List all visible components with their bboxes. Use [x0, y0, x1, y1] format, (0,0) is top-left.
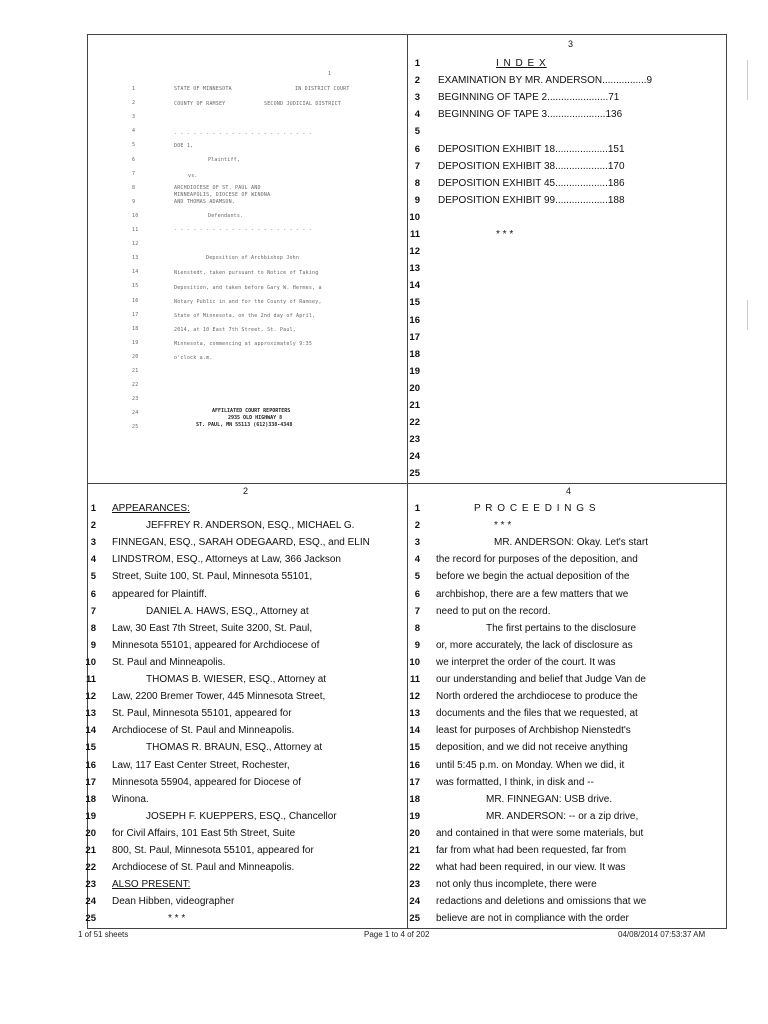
page-1-defendant-2: MINNEAPOLIS, DIOCESE OF WINONA	[174, 192, 271, 198]
transcript-line: until 5:45 p.m. on Monday. When we did, it	[436, 759, 625, 771]
page-1-party: DOE 1,	[174, 143, 194, 149]
line-number: 14	[409, 280, 420, 292]
transcript-line: DEPOSITION EXHIBIT 38...................170	[438, 160, 625, 172]
line-number: 25	[409, 913, 420, 925]
page-1-line-number: 11	[132, 227, 139, 233]
line-number: 1	[414, 503, 420, 514]
line-number: 13	[409, 708, 420, 720]
transcript-line: EXAMINATION BY MR. ANDERSON................9	[438, 75, 653, 87]
transcript-line: * * *	[496, 229, 514, 240]
line-number: 14	[409, 725, 420, 737]
line-number: 5	[414, 126, 420, 138]
footer-timestamp: 04/08/2014 07:53:37 AM	[618, 930, 706, 939]
line-number: 10	[409, 211, 420, 223]
line-number: 18	[409, 348, 420, 360]
transcript-line: North ordered the archdiocese to produce the	[436, 691, 638, 703]
transcript-line: appeared for Plaintiff.	[112, 588, 207, 600]
line-number: 8	[414, 177, 420, 189]
page-4-number: 4	[566, 486, 572, 496]
page-1-line-number: 5	[132, 142, 136, 149]
page-3-number: 3	[568, 39, 574, 49]
transcript-line: FINNEGAN, ESQ., SARAH ODEGAARD, ESQ., and ELIN	[112, 537, 370, 549]
line-number: 19	[409, 810, 420, 822]
transcript-line: DEPOSITION EXHIBIT 99...................188	[438, 194, 625, 206]
line-number: 20	[85, 827, 96, 839]
line-number: 9	[414, 639, 420, 651]
transcript-line: far from what had been requested, far from	[436, 845, 627, 856]
transcript-line: DEPOSITION EXHIBIT 45...................186	[438, 177, 625, 189]
page-1-depo-line: Nienstedt, taken pursuant to Notice of Taking	[174, 270, 319, 276]
transcript-line: * * *	[168, 913, 186, 925]
page-1-depo-line: Notary Public in and for the County of Ramsey,	[174, 299, 322, 305]
line-number: 2	[90, 520, 96, 532]
line-number: 22	[409, 862, 420, 874]
line-number: 13	[85, 708, 96, 720]
transcript-line: BEGINNING OF TAPE 3.....................136	[438, 109, 623, 121]
page-1-dashes-2: - - - - - - - - - - - - - - - - - - - - - -	[174, 227, 313, 233]
line-number: 7	[90, 605, 96, 617]
transcript-line: least for purposes of Archbishop Nienstedt's	[436, 725, 631, 737]
line-number: 21	[409, 845, 420, 856]
line-number: 11	[85, 674, 96, 685]
page-1-line-number: 8	[132, 184, 136, 191]
transcript-line: MR. ANDERSON: -- or a zip drive,	[486, 810, 639, 822]
line-number: 20	[409, 827, 420, 839]
page-1-line-number: 1	[132, 86, 136, 92]
line-number: 3	[90, 537, 96, 549]
transcript-line: BEGINNING OF TAPE 2......................71	[438, 92, 620, 104]
page-1-number: 1	[328, 71, 332, 77]
page-1-line-number: 20	[132, 353, 139, 360]
line-number: 18	[409, 793, 420, 805]
line-number: 15	[409, 297, 420, 309]
line-number: 13	[409, 263, 420, 275]
page-1-line-number: 10	[132, 212, 139, 219]
page-1-vs: vs.	[188, 173, 198, 179]
transcript-sheet	[87, 34, 727, 929]
transcript-line: what had been required, in our view. It was	[436, 862, 626, 874]
transcript-line: APPEARANCES:	[112, 503, 190, 514]
page-3	[408, 35, 728, 483]
line-number: 15	[409, 742, 420, 754]
line-number: 7	[414, 160, 420, 172]
page-2	[85, 484, 407, 930]
page-1-line-number: 18	[132, 325, 139, 332]
page-1-reporter-address: 2935 OLD HIGHWAY 8	[228, 415, 283, 421]
transcript-line: Street, Suite 100, St. Paul, Minnesota 55101,	[112, 571, 313, 583]
page-1-plaintiff: Plaintiff,	[208, 157, 241, 163]
page-1-reporter: AFFILIATED COURT REPORTERS	[212, 408, 291, 414]
transcript-line: Minnesota 55101, appeared for Archdiocese of	[112, 639, 320, 651]
line-number: 21	[409, 400, 420, 411]
transcript-line: Law, 2200 Bremer Tower, 445 Minnesota Street,	[112, 691, 326, 703]
line-number: 12	[409, 246, 420, 258]
line-number: 7	[414, 605, 420, 617]
line-number: 16	[85, 759, 96, 771]
page-1-line-number: 23	[132, 396, 139, 403]
line-number: 3	[414, 92, 420, 104]
page-1-depo-line: State of Minnesota, on the 2nd day of April,	[174, 313, 316, 319]
transcript-line: Archdiocese of St. Paul and Minneapolis.	[112, 725, 295, 737]
line-number: 17	[409, 776, 420, 788]
page-1-county: COUNTY OF RAMSEY	[174, 101, 226, 107]
transcript-line: deposition, and we did not receive anything	[436, 742, 628, 754]
line-number: 9	[90, 639, 96, 651]
page-1-district: SECOND JUDICIAL DISTRICT	[264, 101, 342, 107]
line-number: 12	[409, 691, 420, 703]
line-number: 23	[85, 879, 96, 891]
line-number: 2	[414, 75, 420, 87]
line-number: 24	[85, 896, 96, 908]
transcript-line: * * *	[494, 520, 512, 532]
line-number: 6	[414, 588, 420, 600]
page-1-defendant-3: AND THOMAS ADAMSON,	[174, 199, 235, 205]
line-number: 20	[409, 382, 420, 394]
page-1-line-number: 7	[132, 170, 136, 177]
transcript-line: the record for purposes of the deposition, and	[436, 554, 638, 566]
line-number: 12	[85, 691, 96, 703]
line-number: 4	[414, 109, 420, 121]
page-1-line-number: 2	[132, 100, 136, 107]
line-number: 8	[414, 622, 420, 634]
transcript-line: Law, 30 East 7th Street, Suite 3200, St. Paul,	[112, 622, 313, 634]
line-number: 3	[414, 537, 420, 549]
transcript-line: before we begin the actual deposition of the	[436, 571, 630, 583]
line-number: 14	[85, 725, 96, 737]
line-number: 19	[409, 365, 420, 377]
line-number: 8	[90, 622, 96, 634]
transcript-line: 800, St. Paul, Minnesota 55101, appeared for	[112, 845, 314, 856]
transcript-line: ALSO PRESENT:	[112, 879, 191, 891]
line-number: 15	[85, 742, 96, 754]
line-number: 10	[85, 656, 96, 668]
page-1-line-number: 13	[132, 255, 139, 262]
transcript-line: THOMAS B. WIESER, ESQ., Attorney at	[146, 674, 327, 685]
line-number: 1	[90, 503, 96, 514]
line-number: 6	[90, 588, 96, 600]
line-number: 19	[85, 810, 96, 822]
page-1-line-number: 24	[132, 410, 139, 417]
page-1-dashes: - - - - - - - - - - - - - - - - - - - - - -	[174, 131, 313, 137]
page-1-line-number: 3	[132, 114, 136, 121]
transcript-line: JOSEPH F. KUEPPERS, ESQ., Chancellor	[146, 810, 337, 822]
transcript-line: I N D E X	[496, 58, 547, 69]
transcript-line: DEPOSITION EXHIBIT 18...................151	[438, 143, 625, 155]
line-number: 24	[409, 896, 420, 908]
line-number: 6	[414, 143, 420, 155]
line-number: 11	[409, 229, 420, 240]
page-1-line-number: 6	[132, 156, 136, 163]
page-1-line-number: 12	[132, 241, 139, 248]
line-number: 16	[409, 759, 420, 771]
transcript-line: was formatted, I think, in disk and --	[436, 776, 594, 788]
transcript-line: The first pertains to the disclosure	[486, 622, 637, 634]
transcript-line: archbishop, there are a few matters that we	[436, 588, 629, 600]
line-number: 23	[409, 879, 420, 891]
line-number: 1	[414, 58, 420, 69]
transcript-line: and contained in that were some materials, but	[436, 827, 644, 839]
line-number: 11	[409, 674, 420, 685]
line-number: 22	[409, 417, 420, 429]
line-number: 5	[90, 571, 96, 583]
scan-edge	[747, 60, 748, 100]
page-2-number: 2	[243, 486, 249, 496]
line-number: 16	[409, 314, 420, 326]
transcript-line: we interpret the order of the court. It was	[436, 656, 616, 668]
transcript-line: or, more accurately, the lack of disclosure as	[436, 639, 633, 651]
transcript-line: for Civil Affairs, 101 East 5th Street, Suite	[112, 827, 296, 839]
transcript-line: MR. FINNEGAN: USB drive.	[486, 793, 613, 805]
page-1-line-number: 19	[132, 339, 139, 346]
transcript-line: St. Paul and Minneapolis.	[112, 656, 226, 668]
transcript-line: Winona.	[112, 793, 149, 805]
line-number: 24	[409, 451, 420, 463]
line-number: 5	[414, 571, 420, 583]
page-1-reporter-city: ST. PAUL, MN 55113 (612)338-4348	[196, 422, 293, 428]
line-number: 18	[85, 793, 96, 805]
page-1-line-number: 22	[132, 382, 139, 389]
page-1	[88, 35, 407, 483]
page-1-depo-line: Minnesota, commencing at approximately 9:35	[174, 341, 313, 347]
footer-page-range: Page 1 to 4 of 202	[364, 930, 430, 939]
line-number: 17	[85, 776, 96, 788]
line-number: 9	[414, 194, 420, 206]
page-1-depo-line: o'clock a.m.	[174, 355, 213, 361]
transcript-line: not only thus incomplete, there were	[436, 879, 597, 891]
line-number: 2	[414, 520, 420, 532]
page-4	[408, 484, 728, 930]
line-number: 25	[85, 913, 96, 925]
transcript-line: Law, 117 East Center Street, Rochester,	[112, 759, 290, 771]
scan-edge	[747, 300, 748, 330]
line-number: 25	[409, 468, 420, 480]
transcript-line: MR. ANDERSON: Okay. Let's start	[494, 537, 648, 549]
transcript-line: Archdiocese of St. Paul and Minneapolis.	[112, 862, 295, 874]
footer-sheets: 1 of 51 sheets	[78, 930, 129, 939]
transcript-line: DANIEL A. HAWS, ESQ., Attorney at	[146, 605, 309, 617]
line-number: 10	[409, 656, 420, 668]
page-1-defendant-1: ARCHDIOCESE OF ST. PAUL AND	[174, 185, 261, 191]
page-1-line-number: 14	[132, 269, 139, 276]
page-1-depo-line: Deposition of Archbishop John	[206, 255, 300, 261]
transcript-line: documents and the files that we requested, at	[436, 708, 638, 720]
page-1-depo-line: 2014, at 10 East 7th Street, St. Paul,	[174, 327, 296, 333]
transcript-line: our understanding and belief that Judge Van de	[436, 674, 646, 685]
line-number: 21	[85, 845, 96, 856]
page-1-line-number: 4	[132, 128, 136, 135]
transcript-line: redactions and deletions and omissions that we	[436, 896, 647, 908]
transcript-line: St. Paul, Minnesota 55101, appeared for	[112, 708, 292, 720]
page-1-header-left: STATE OF MINNESOTA	[174, 86, 232, 92]
transcript-line: P R O C E E D I N G S	[474, 503, 597, 514]
transcript-line: JEFFREY R. ANDERSON, ESQ., MICHAEL G.	[146, 520, 355, 532]
line-number: 4	[414, 554, 420, 566]
page-1-depo-line: Deposition, and taken before Gary W. Hermes, a	[174, 285, 322, 291]
transcript-line: Minnesota 55904, appeared for Diocese of	[112, 776, 302, 788]
line-number: 23	[409, 434, 420, 446]
line-number: 22	[85, 862, 96, 874]
transcript-line: THOMAS R. BRAUN, ESQ., Attorney at	[146, 742, 323, 754]
page-1-line-number: 15	[132, 283, 139, 290]
page-1-line-number: 16	[132, 297, 139, 304]
page-1-line-number: 21	[132, 368, 139, 374]
line-number: 17	[409, 331, 420, 343]
transcript-line: believe are not in compliance with the order	[436, 913, 629, 925]
page-1-defendants: Defendants.	[208, 213, 244, 219]
transcript-line: need to put on the record.	[436, 605, 551, 617]
transcript-line: Dean Hibben, videographer	[112, 896, 235, 908]
line-number: 4	[90, 554, 96, 566]
page-1-header-right: IN DISTRICT COURT	[295, 86, 350, 92]
page-1-line-number: 17	[132, 311, 139, 318]
transcript-line: LINDSTROM, ESQ., Attorneys at Law, 366 Jackson	[112, 554, 341, 566]
page-1-line-number: 9	[132, 198, 136, 205]
page-1-line-number: 25	[132, 424, 139, 431]
